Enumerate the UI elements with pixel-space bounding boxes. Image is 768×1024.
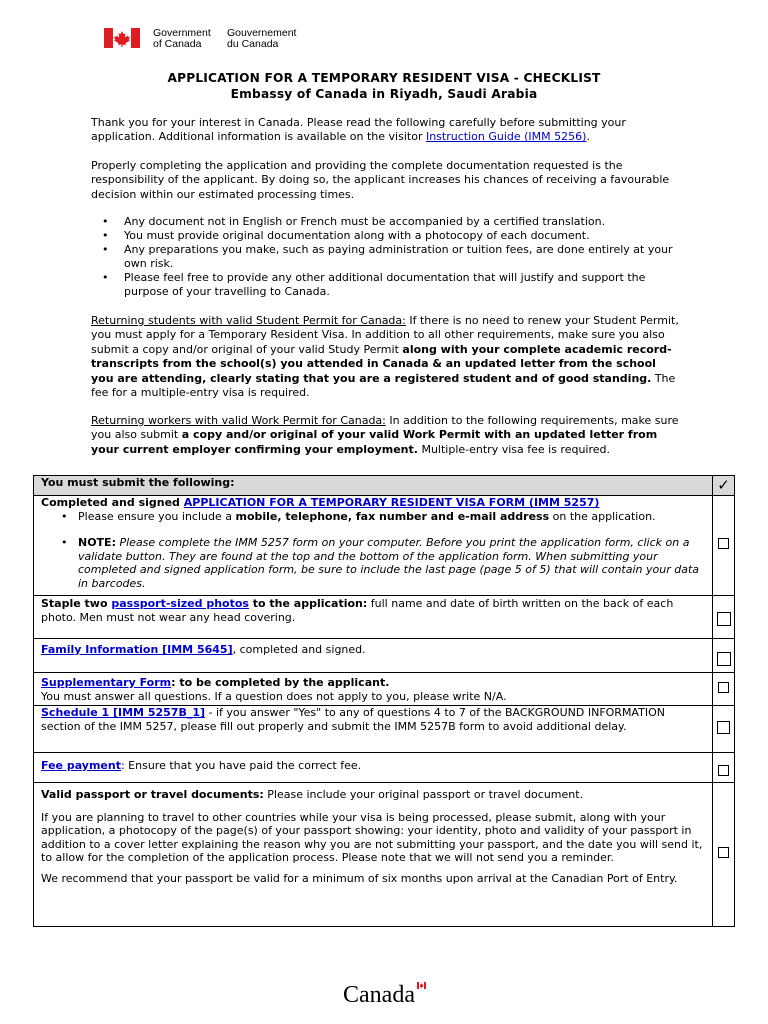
note-text: Please complete the IMM 5257 form on your computer. Before you print the application form, click on a validate button. They are found at the top and the bottom of the application form. When submitting your completed and signed application form, be sure to include the last page (page 5 of 5) that will contain your data in barcodes.	[78, 536, 700, 590]
table-row	[34, 753, 735, 783]
gov-en-line1: Government	[153, 27, 211, 39]
table-row	[34, 596, 735, 639]
fee-payment-link[interactable]: Fee payment	[41, 759, 121, 772]
row2-lead: Staple two	[41, 597, 112, 610]
checklist-header-row	[34, 476, 735, 496]
intro-text: Thank you for your interest in Canada. Please read the following carefully before submitting your application. Additional information is available on the visitor	[91, 116, 626, 144]
row7-heading	[41, 788, 705, 802]
intro-paragraph-2: Properly completing the application and providing the complete documentation requested is the responsibility of the applicant. By doing so, the applicant increases his chances of receiving a favourable decision within our estimated processing times.	[91, 159, 670, 201]
page-subtitle: Embassy of Canada in Riyadh, Saudi Arabia	[230, 87, 538, 101]
canada-flag-icon	[104, 28, 140, 48]
row-schedule-1	[34, 706, 713, 753]
checkbox-schedule-1[interactable]	[717, 721, 730, 734]
row-family-info	[34, 639, 713, 673]
table-row	[34, 496, 735, 596]
checkmark-icon: ✓	[713, 476, 735, 496]
students-fee-text: The fee for a multiple-entry visa is required.	[91, 371, 676, 400]
workers-text: In addition to the following requirements, make sure you also submit	[91, 414, 679, 442]
row3-text: , completed and signed.	[232, 643, 366, 656]
row1-b1-end: on the application.	[549, 509, 656, 523]
workers-fee-text: Multiple-entry visa fee is required.	[417, 442, 611, 456]
row4-heading	[41, 676, 705, 690]
checkbox-family-info[interactable]	[717, 652, 731, 666]
students-bold-text: along with your complete academic record-transcripts from the school(s) you attended in Canada & an updated letter from the school you are attending, clearly stating that you are a registered student and of good standing.	[91, 342, 672, 385]
row7-bold: Valid passport or travel documents:	[41, 788, 264, 801]
gov-en-line2: of Canada	[153, 38, 202, 50]
table-row	[34, 783, 735, 927]
checklist-table	[33, 475, 735, 927]
gouvernement-du-canada-label	[227, 28, 296, 50]
list-item: • Please feel free to provide any other additional documentation that will justify and support the purpose of your travelling to Canada.	[91, 271, 681, 299]
supplementary-form-link[interactable]: Supplementary Form	[41, 676, 172, 689]
requirements-list	[91, 215, 681, 299]
row1-bullet-2: • NOTE: Please complete the IMM 5257 form on your computer. Before you print the application form, click on a validate button. They are found at the top and the bottom of the application form. When submitting your completed and signed application form, be sure to include the last page (page 5 of 5) that will contain your data in barcodes.	[61, 536, 700, 590]
instruction-guide-link[interactable]: Instruction Guide (IMM 5256)	[425, 130, 587, 144]
row-passport	[34, 783, 713, 927]
row-photos	[34, 596, 713, 639]
checklist-header: You must submit the following:	[34, 476, 713, 496]
checkbox-passport[interactable]	[718, 847, 729, 858]
list-item: • You must provide original documentation along with a photocopy of each document.	[91, 229, 681, 243]
note-label: NOTE:	[78, 536, 116, 550]
workers-heading: Returning workers with valid Work Permit for Canada:	[91, 414, 386, 427]
wordmark-flag-icon	[417, 982, 426, 989]
checkbox-supplementary-form[interactable]	[718, 682, 729, 693]
row4-text: You must answer all questions. If a question does not apply to you, please write N/A.	[41, 689, 507, 703]
row-fee-payment	[34, 753, 713, 783]
row1-b1-bold: mobile, telephone, fax number and e-mail address	[235, 509, 550, 523]
table-row	[34, 639, 735, 673]
canada-wordmark: Canada	[343, 982, 415, 1008]
imm5257-form-link[interactable]: APPLICATION FOR A TEMPORARY RESIDENT VISA FORM (IMM 5257)	[183, 496, 600, 509]
checkbox-photos[interactable]	[717, 612, 731, 626]
imm5257b-link[interactable]: Schedule 1 [IMM 5257B_1]	[41, 706, 206, 719]
returning-students-paragraph	[91, 314, 681, 400]
row5-text: - if you answer "Yes" to any of questions 4 to 7 of the BACKGROUND INFORMATION section of the IMM 5257, please fill out properly and submit the IMM 5257B form to avoid additional delay.	[41, 706, 665, 733]
list-item: • Any document not in English or French must be accompanied by a certified translation.	[91, 215, 681, 229]
students-heading: Returning students with valid Student Permit for Canada:	[91, 314, 406, 327]
checkbox-application-form[interactable]	[718, 538, 729, 549]
table-row	[34, 673, 735, 706]
list-item: • Any preparations you make, such as paying administration or tuition fees, are done entirely at your own risk.	[91, 243, 681, 271]
intro-end: .	[586, 130, 590, 144]
gov-fr-line1: Gouvernement	[227, 27, 297, 39]
row2-bold: to the application:	[248, 597, 368, 610]
students-text: If there is no need to renew your Student Permit, you must apply for a Temporary Resident Visa. In addition to all other requirements, make sure you also submit a copy and/or original of your valid Study Permit	[91, 314, 679, 356]
row1-bullet-1: • Please ensure you include a mobile, telephone, fax number and e-mail address on the application.	[61, 509, 656, 523]
row7-text: Please include your original passport or travel document.	[263, 788, 584, 801]
row7-paragraph-2: If you are planning to travel to other countries while your visa is being processed, please submit, along with your application, a photocopy of the page(s) of your passport showing: your identity, photo and validity of your passport in addition to a cover letter explaining the reason why you are not submitting your passport, and the date you will send it, to allow for the completion of the application process. Please note that we will not send you a reminder.	[41, 810, 703, 865]
government-of-canada-label	[153, 28, 211, 50]
row2-text: full name and date of birth written on the back of each photo. Men must not wear any head covering.	[41, 597, 674, 624]
checkbox-fee-payment[interactable]	[718, 765, 729, 776]
row1-b1-text: Please ensure you include a	[78, 509, 236, 523]
passport-photos-link[interactable]: passport-sized photos	[111, 597, 249, 610]
row7-paragraph-3: We recommend that your passport be valid for a minimum of six months upon arrival at the Canadian Port of Entry.	[41, 871, 678, 885]
row4-bold: : to be completed by the applicant.	[171, 676, 390, 689]
row-application-form	[34, 496, 713, 596]
row6-text: : Ensure that you have paid the correct fee.	[120, 759, 362, 772]
table-row	[34, 706, 735, 753]
intro-paragraph-1	[91, 116, 681, 145]
gov-fr-line2: du Canada	[227, 38, 279, 50]
workers-bold-text: a copy and/or original of your valid Work Permit with an updated letter from your current employer confirming your employment.	[91, 428, 658, 456]
imm5645-link[interactable]: Family Information [IMM 5645]	[41, 643, 233, 656]
row1-heading	[41, 496, 705, 510]
row-supplementary-form	[34, 673, 713, 706]
row1-lead: Completed and signed	[41, 496, 184, 509]
page-title: APPLICATION FOR A TEMPORARY RESIDENT VISA - CHECKLIST	[167, 71, 601, 85]
returning-workers-paragraph	[91, 414, 681, 457]
